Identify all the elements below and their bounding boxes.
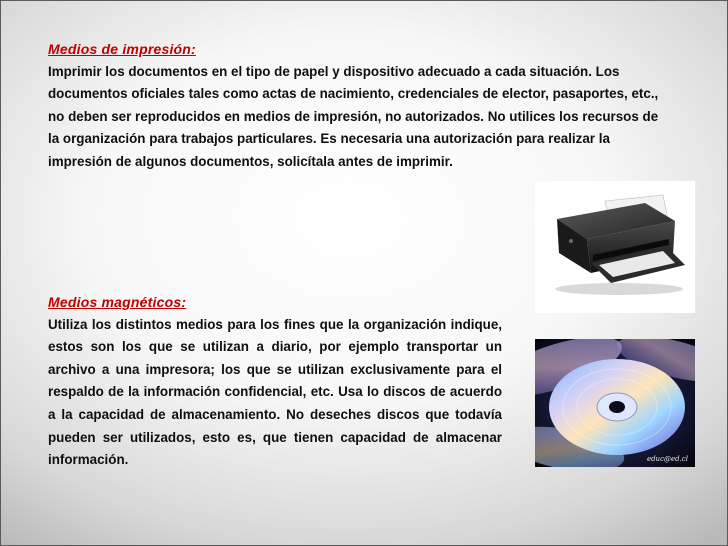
disc-photo-credit: educ@ed.cl — [646, 455, 688, 463]
magnetic-media-heading: Medios magnéticos: — [48, 294, 187, 310]
print-media-body: Imprimir los documentos en el tipo de papel y dispositivo adecuado a cada situación. Los documentos oficiales tales como actas de nacimiento, credenciales de elector, pasaportes, etc., no deben ser reproducidos en medios de impresión, no autorizados. No utilices los recursos de la organización para trabajos particulares. Es necesaria una autorización para realizar la impresión de algunos documentos, solicítala antes de imprimir. — [48, 63, 659, 169]
print-media-heading: Medios de impresión: — [48, 41, 196, 57]
magnetic-media-section — [48, 291, 502, 472]
printer-photo — [535, 181, 695, 313]
disc-photo — [535, 339, 695, 467]
print-media-section — [48, 38, 688, 174]
magnetic-media-body: Utiliza los distintos medios para los fines que la organización indique, estos son los que se utilizan a diario, por ejemplo transportar un archivo a una impresora; los que se utilizan exclusivamente para el respaldo de la información confidencial, etc. Usa lo discos de acuerdo a la capacidad de almacenamiento. No deseches discos que todavía pueden ser utilizados, esto es, que tienen capacidad de almacenar información. — [48, 316, 502, 468]
